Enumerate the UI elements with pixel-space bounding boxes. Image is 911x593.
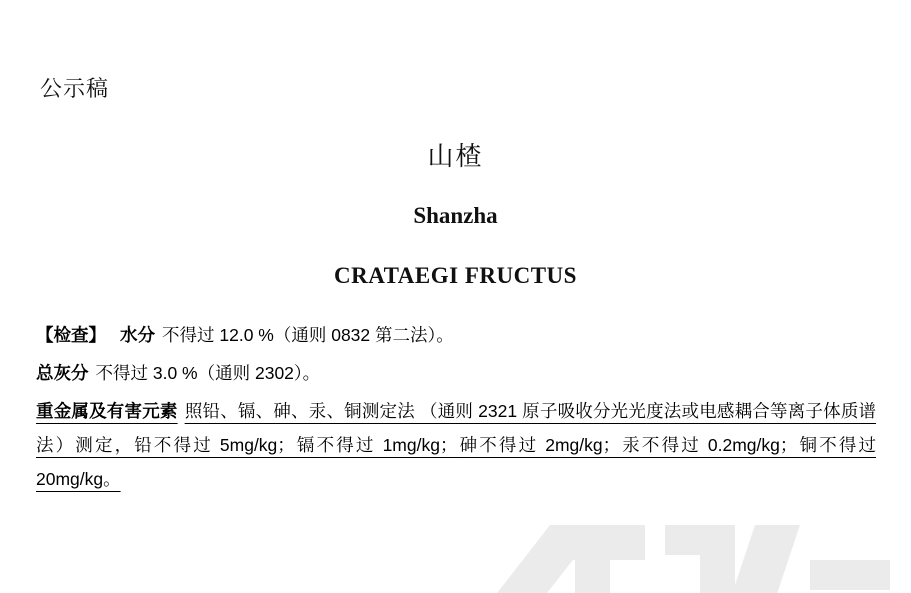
total-ash-label: 总灰分 <box>36 363 89 383</box>
moisture-label: 水分 <box>120 325 155 345</box>
inspection-heading: 【检查】 <box>36 325 106 345</box>
draft-status-label: 公示稿 <box>40 76 110 101</box>
total-ash-text: 不得过 3.0 %（通则 2302）。 <box>95 363 321 383</box>
moisture-text: 不得过 12.0 %（通则 0832 第二法）。 <box>162 325 454 345</box>
heavy-metals-label: 重金属及有害元素 <box>36 401 178 421</box>
page-title-latin: CRATAEGI FRUCTUS <box>334 263 577 288</box>
heavy-metals-line-3: 砷不得过 2mg/kg；汞不得过 0.2mg/kg；铜不得过 20mg/kg。 <box>36 435 876 489</box>
paragraph-moisture <box>36 318 876 352</box>
heavy-metals-line-1: 照铅、镉、砷、汞、铜测定法 （通则 2321 原子吸收分光光 <box>184 401 647 421</box>
page-title-chinese: 山楂 <box>427 141 484 171</box>
paragraph-total-ash <box>36 356 876 390</box>
monograph-body <box>36 318 876 500</box>
heavy-metals-line-2: 度法或电感耦合等离子体质谱法）测定，铅不得过 5mg/kg；镉不得过 1mg/kg； <box>36 401 877 455</box>
paragraph-heavy-metals <box>36 394 876 496</box>
page-title-pinyin: Shanzha <box>413 203 498 228</box>
